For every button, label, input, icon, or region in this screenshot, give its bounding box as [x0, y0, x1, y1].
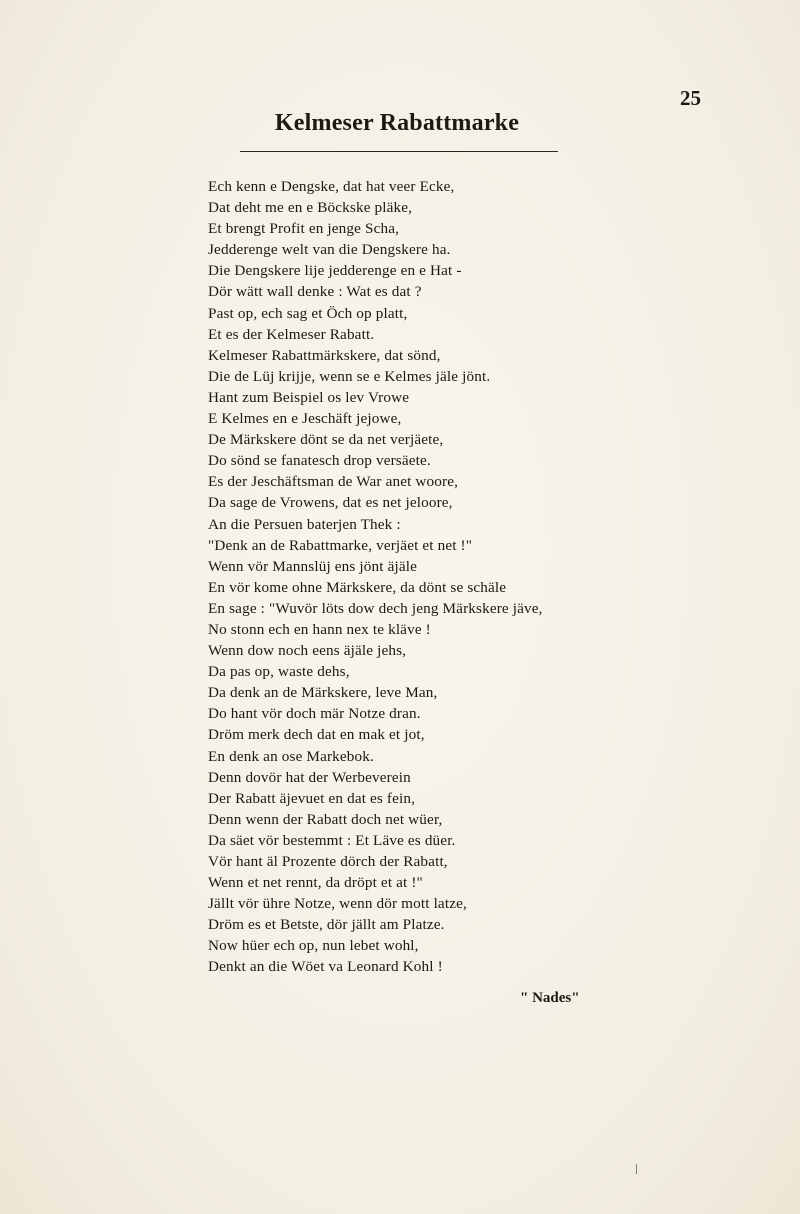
- poem-body: [208, 176, 568, 978]
- poem-line: "Denk an de Rabattmarke, verjäet et net !": [208, 536, 473, 554]
- page-mark: [636, 1164, 637, 1174]
- poem-line: Wenn dow noch eens äjäle jehs,: [208, 642, 407, 660]
- poem-line: Past op, ech sag et Öch op platt,: [208, 304, 408, 322]
- poem-line: Ech kenn e Dengske, dat hat veer Ecke,: [208, 178, 455, 195]
- poem-line: Now hüer ech op, nun lebet wohl,: [208, 937, 419, 955]
- poem-line: Dör wätt wall denke : Wat es dat ?: [208, 283, 422, 301]
- poem-line: Jedderenge welt van die Dengskere ha.: [208, 241, 451, 259]
- poem-line: Dröm merk dech dat en mak et jot,: [208, 726, 425, 744]
- title-rule: [240, 151, 558, 152]
- poem-line: En sage : "Wuvör löts dow dech jeng Märkskere jäve,: [208, 599, 543, 617]
- page-number: 25: [680, 86, 701, 110]
- poem-line: Et es der Kelmeser Rabatt.: [208, 325, 375, 343]
- poem-line: E Kelmes en e Jeschäft jejowe,: [208, 410, 402, 428]
- poem-line: Die de Lüj krijje, wenn se e Kelmes jäle jönt.: [208, 367, 491, 385]
- poem-line: Der Rabatt äjevuet en dat es fein,: [208, 789, 416, 807]
- poem-line: Wenn vör Mannslüj ens jönt äjäle: [208, 557, 417, 575]
- poem-line: De Märkskere dönt se da net verjäete,: [208, 431, 444, 449]
- poem-line: Denkt an die Wöet va Leonard Kohl !: [208, 958, 443, 976]
- poem-line: Dat deht me en e Böckske pläke,: [208, 199, 413, 217]
- poem-line: Et brengt Profit en jenge Scha,: [208, 220, 400, 238]
- poem-title: Kelmeser Rabattmarke: [274, 110, 520, 136]
- poem-line: Es der Jeschäftsman de War anet woore,: [208, 473, 459, 491]
- poem-line: An die Persuen baterjen Thek :: [208, 515, 401, 533]
- poem-line: Da säet vör bestemmt : Et Läve es düer.: [208, 831, 456, 849]
- poem-line: Jällt vör ühre Notze, wenn dör mott latze,: [208, 895, 467, 913]
- poem-line: Wenn et net rennt, da dröpt et at !": [208, 874, 423, 892]
- poem-line: Do hant vör doch mär Notze dran.: [208, 705, 421, 723]
- poem-line: Vör hant äl Prozente dörch der Rabatt,: [208, 853, 448, 870]
- poem-line: Hant zum Beispiel os lev Vrowe: [208, 388, 410, 406]
- poem-line: Denn wenn der Rabatt doch net wüer,: [208, 810, 443, 828]
- poem-line: No stonn ech en hann nex te kläve !: [208, 620, 431, 638]
- poem-line: En vör kome ohne Märkskere, da dönt se schäle: [208, 578, 507, 596]
- poem-line: Da denk an de Märkskere, leve Man,: [208, 684, 438, 702]
- poem-line: Denn dovör hat der Werbeverein: [208, 768, 411, 786]
- poem-line: Dröm es et Betste, dör jällt am Platze.: [208, 916, 445, 934]
- poem-line: Da pas op, waste dehs,: [208, 663, 350, 681]
- poem-line: Da sage de Vrowens, dat es net jeloore,: [208, 494, 453, 512]
- poem-line: En denk an ose Markebok.: [208, 747, 374, 765]
- poem-line: Do sönd se fanatesch drop versäete.: [208, 452, 431, 470]
- poem-author: " Nades": [520, 990, 580, 1006]
- poem-line: Kelmeser Rabattmärkskere, dat sönd,: [208, 346, 441, 364]
- poem-line: Die Dengskere lije jedderenge en e Hat -: [208, 262, 462, 280]
